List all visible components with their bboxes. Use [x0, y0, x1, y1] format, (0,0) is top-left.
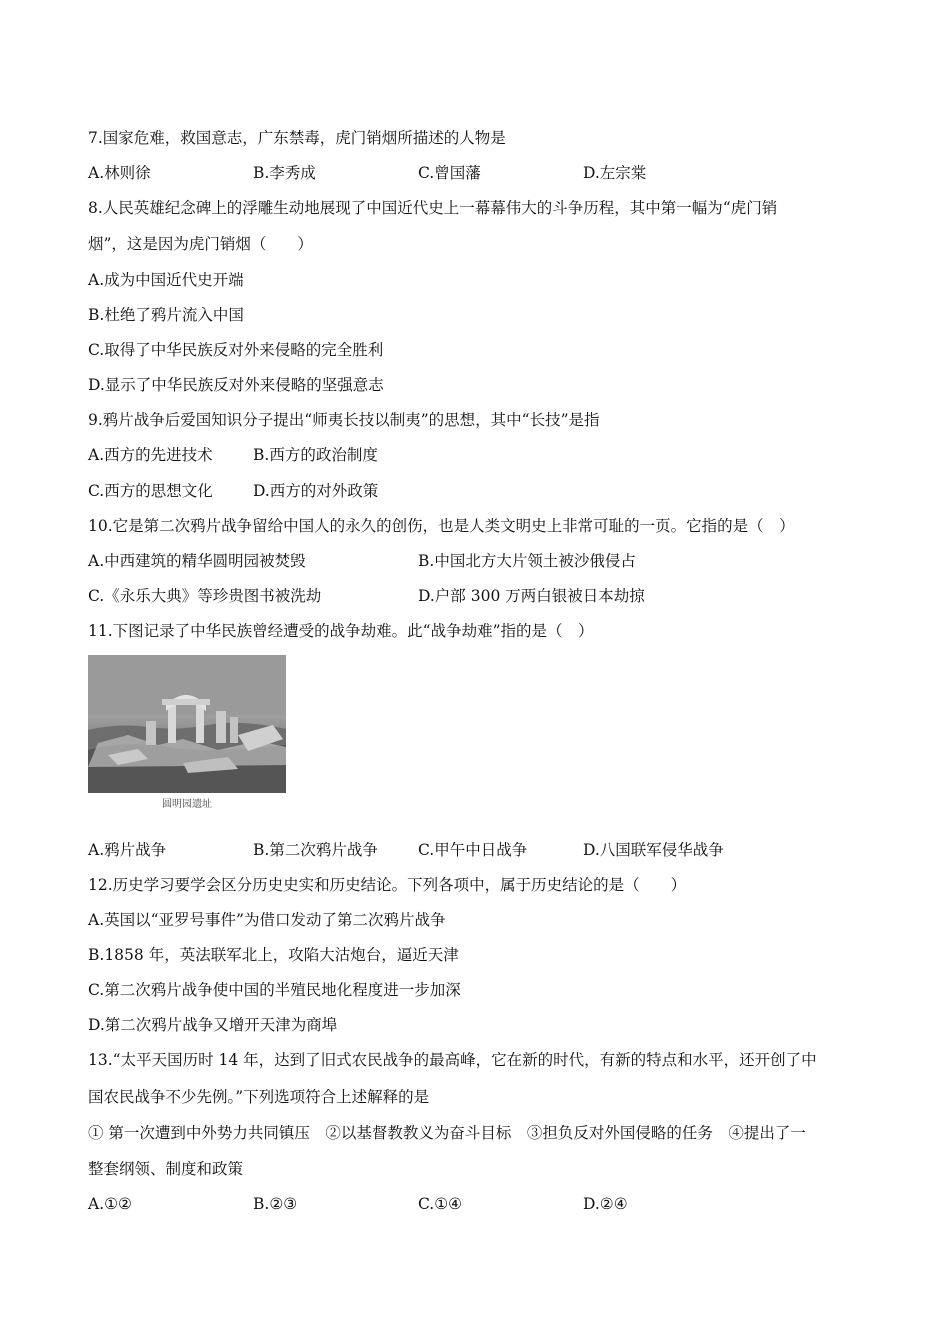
q11-option-d: D.八国联军侵华战争	[583, 841, 724, 859]
question-9-stem: 9.鸦片战争后爱国知识分子提出“师夷长技以制夷”的思想，其中“长技”是指	[88, 411, 600, 429]
q10-option-d: D.户部 300 万两白银被日本劫掠	[418, 587, 645, 605]
question-13-stem-line2: 国农民战争不少先例。”下列选项符合上述解释的是	[88, 1088, 430, 1106]
q11-option-b: B.第二次鸦片战争	[253, 841, 378, 859]
q7-option-c: C.曾国藩	[418, 164, 481, 182]
q11-option-c: C.甲午中日战争	[418, 841, 528, 859]
q12-option-c: C.第二次鸦片战争使中国的半殖民地化程度进一步加深	[88, 981, 461, 999]
question-13-items-line2: 整套纲领、制度和政策	[88, 1160, 244, 1178]
q9-option-c: C.西方的思想文化	[88, 482, 213, 500]
q8-option-b: B.杜绝了鸦片流入中国	[88, 306, 244, 324]
q10-option-b: B.中国北方大片领土被沙俄侵占	[418, 552, 636, 570]
q8-option-c: C.取得了中华民族反对外来侵略的完全胜利	[88, 341, 384, 359]
yuanmingyuan-ruins-photo	[88, 655, 286, 793]
question-8-stem-line2: 烟”，这是因为虎门销烟（ ）	[88, 235, 313, 253]
question-13-stem-line1: 13.“太平天国历时 14 年，达到了旧式农民战争的最高峰，它在新的时代，有新的特点和水平，还开创了中	[88, 1051, 817, 1069]
q13-option-d: D.②④	[583, 1195, 628, 1213]
q13-option-c: C.①④	[418, 1195, 463, 1213]
q12-option-a: A.英国以“亚罗号事件”为借口发动了第二次鸦片战争	[88, 911, 446, 929]
question-7-stem: 7.国家危难，救国意志，广东禁毒，虎门销烟所描述的人物是	[88, 129, 506, 147]
q12-option-d: D.第二次鸦片战争又增开天津为商埠	[88, 1016, 338, 1034]
q7-option-b: B.李秀成	[253, 164, 316, 182]
question-10-stem: 10.它是第二次鸦片战争留给中国人的永久的创伤，也是人类文明史上非常可耻的一页。它指的是（ ）	[88, 517, 795, 535]
q9-option-a: A.西方的先进技术	[88, 446, 213, 464]
question-13-items-line1: ① 第一次遭到中外势力共同镇压 ②以基督教教义为奋斗目标 ③担负反对外国侵略的任务 ④提出了一	[88, 1124, 806, 1142]
q7-option-d: D.左宗棠	[583, 164, 647, 182]
q9-option-b: B.西方的政治制度	[253, 446, 378, 464]
q13-option-b: B.②③	[253, 1195, 298, 1213]
q8-option-d: D.显示了中华民族反对外来侵略的坚强意志	[88, 376, 384, 394]
question-8-stem-line1: 8.人民英雄纪念碑上的浮雕生动地展现了中国近代史上一幕幕伟大的斗争历程，其中第一幅为“虎门销	[88, 199, 778, 217]
q10-option-c: C.《永乐大典》等珍贵图书被洗劫	[88, 587, 322, 605]
q8-option-a: A.成为中国近代史开端	[88, 271, 244, 289]
q12-option-b: B.1858 年，英法联军北上，攻陷大沽炮台，逼近天津	[88, 946, 459, 964]
image-caption: 圆明园遗址	[162, 799, 212, 810]
q13-option-a: A.①②	[88, 1195, 132, 1213]
question-12-stem: 12.历史学习要学会区分历史史实和历史结论。下列各项中，属于历史结论的是（ ）	[88, 876, 687, 894]
q9-option-d: D.西方的对外政策	[253, 482, 379, 500]
question-11-stem: 11.下图记录了中华民族曾经遭受的战争劫难。此“战争劫难”指的是（ ）	[88, 622, 594, 640]
q10-option-a: A.中西建筑的精华圆明园被焚毁	[88, 552, 306, 570]
q11-option-a: A.鸦片战争	[88, 841, 167, 859]
q7-option-a: A.林则徐	[88, 164, 151, 182]
